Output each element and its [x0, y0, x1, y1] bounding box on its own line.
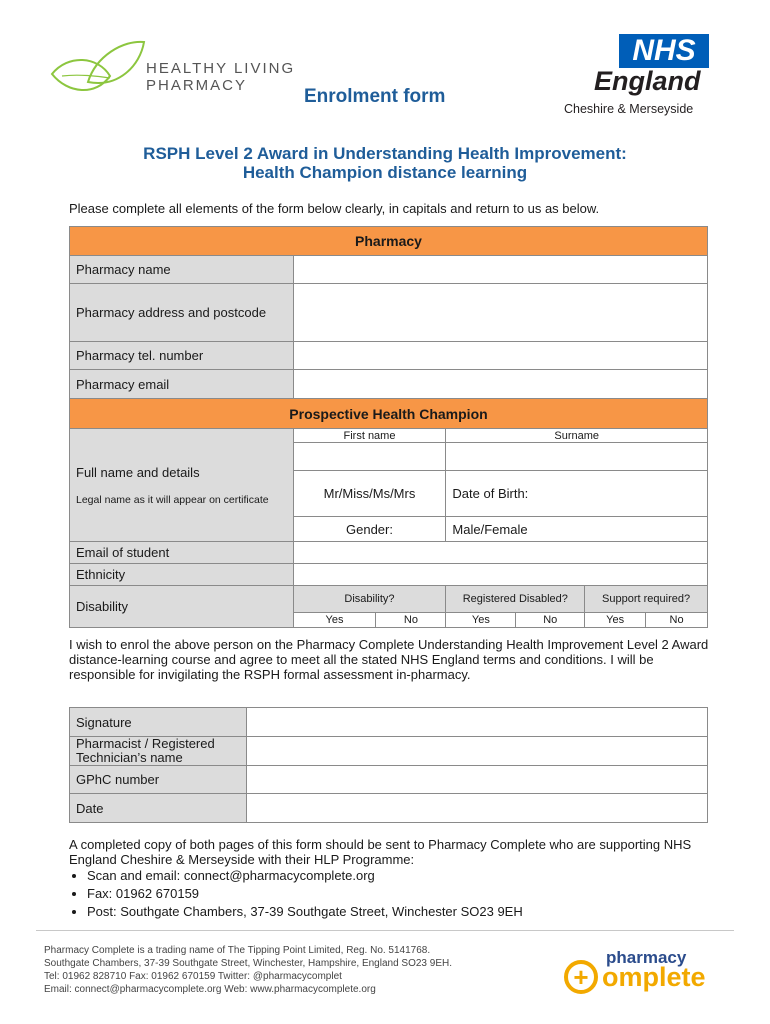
date-label: Date	[70, 794, 247, 823]
intro-text: Please complete all elements of the form below clearly, in capitals and return to us as below.	[69, 201, 600, 216]
disability-label: Disability	[70, 586, 294, 628]
pharmacy-name-field[interactable]	[293, 256, 707, 284]
surname-field[interactable]	[446, 443, 708, 471]
champion-table	[69, 398, 708, 628]
logo-complete-word: omplete	[602, 962, 706, 992]
registered-disabled-question: Registered Disabled?	[446, 586, 585, 613]
ethnicity-field[interactable]	[293, 564, 707, 586]
plus-glyph: +	[573, 962, 589, 992]
hlp-logo	[48, 36, 308, 106]
ethnicity-label: Ethnicity	[70, 564, 294, 586]
send-methods-list	[69, 867, 523, 921]
pharmacy-heading: Pharmacy	[70, 227, 708, 256]
footer-web: Email: connect@pharmacycomplete.org Web: www.pharmacycomplete.org	[44, 984, 376, 995]
champion-heading: Prospective Health Champion	[70, 399, 708, 429]
support-yes[interactable]: Yes	[585, 613, 646, 628]
hlp-line1: HEALTHY LIVING	[146, 60, 296, 77]
dob-field[interactable]: Date of Birth:	[446, 471, 708, 517]
footer-divider	[36, 930, 734, 931]
pharmacy-tel-field[interactable]	[293, 342, 707, 370]
leaf-icon	[48, 36, 148, 104]
gender-label: Gender:	[293, 517, 446, 542]
pharmacy-table	[69, 226, 708, 400]
student-email-label: Email of student	[70, 542, 294, 564]
pharmacist-name-label: Pharmacist / Registered Technician’s name	[70, 737, 247, 766]
hlp-line2: PHARMACY	[146, 77, 248, 94]
title-options[interactable]: Mr/Miss/Ms/Mrs	[293, 471, 446, 517]
gender-options[interactable]: Male/Female	[446, 517, 708, 542]
signature-label: Signature	[70, 708, 247, 737]
course-title-line2: Health Champion distance learning	[242, 163, 528, 182]
support-required-question: Support required?	[585, 586, 708, 613]
footer-address: Southgate Chambers, 37-39 Southgate Street, Winchester, Hampshire, England SO23 9EH.	[44, 958, 453, 969]
plus-circle-icon	[564, 960, 598, 994]
nhs-area: Cheshire & Merseyside	[564, 102, 694, 116]
declaration-text: I wish to enrol the above person on the Pharmacy Complete Understanding Health Improvement Level 2 Award distance-learning course and agree to meet all the stated NHS England terms and conditions. I will be responsible for invigilating the RSPH formal assessment in-pharmacy.	[69, 637, 709, 682]
registered-yes[interactable]: Yes	[446, 613, 516, 628]
disability-yes[interactable]: Yes	[293, 613, 376, 628]
student-email-field[interactable]	[293, 542, 707, 564]
pharmacist-name-field[interactable]	[246, 737, 707, 766]
gphc-number-label: GPhC number	[70, 766, 247, 794]
course-title-line1: RSPH Level 2 Award in Understanding Health Improvement:	[143, 144, 627, 163]
pharmacy-address-field[interactable]	[293, 284, 707, 342]
surname-column: Surname	[446, 429, 708, 443]
signature-field[interactable]	[246, 708, 707, 737]
disability-question: Disability?	[293, 586, 446, 613]
nhs-badge: NHS	[619, 34, 709, 68]
support-no[interactable]: No	[646, 613, 708, 628]
date-field[interactable]	[246, 794, 707, 823]
pharmacy-tel-label: Pharmacy tel. number	[70, 342, 294, 370]
pharmacy-name-label: Pharmacy name	[70, 256, 294, 284]
pharmacy-address-label: Pharmacy address and postcode	[70, 284, 294, 342]
pharmacy-email-field[interactable]	[293, 370, 707, 400]
pharmacy-email-label: Pharmacy email	[70, 370, 294, 400]
nhs-region: England	[594, 66, 701, 96]
full-name-label: Full name and details	[76, 464, 200, 480]
footer-company: Pharmacy Complete is a trading name of The Tipping Point Limited, Reg. No. 5141768.	[44, 945, 431, 956]
registered-no[interactable]: No	[516, 613, 585, 628]
pharmacy-complete-logo	[562, 948, 734, 1000]
legal-name-note: Legal name as it will appear on certificate	[76, 493, 269, 506]
footer-contact: Tel: 01962 828710 Fax: 01962 670159 Twitter: @pharmacycomplet	[44, 971, 342, 982]
send-method-fax: • Fax: 01962 670159	[87, 885, 523, 903]
send-instructions: A completed copy of both pages of this form should be sent to Pharmacy Complete who are supporting NHS England Cheshire & Merseyside with their HLP Programme:	[69, 837, 692, 867]
send-method-email: • Scan and email: connect@pharmacycomplete.org	[87, 867, 523, 885]
logo-pharmacy-word: pharmacy	[606, 948, 687, 967]
disability-no[interactable]: No	[376, 613, 446, 628]
form-title: Enrolment form	[304, 86, 446, 107]
gphc-number-field[interactable]	[246, 766, 707, 794]
first-name-field[interactable]	[293, 443, 446, 471]
full-name-label-cell	[70, 429, 294, 542]
first-name-column: First name	[293, 429, 446, 443]
signoff-table	[69, 707, 708, 823]
send-method-post: • Post: Southgate Chambers, 37-39 Southgate Street, Winchester SO23 9EH	[87, 903, 523, 921]
